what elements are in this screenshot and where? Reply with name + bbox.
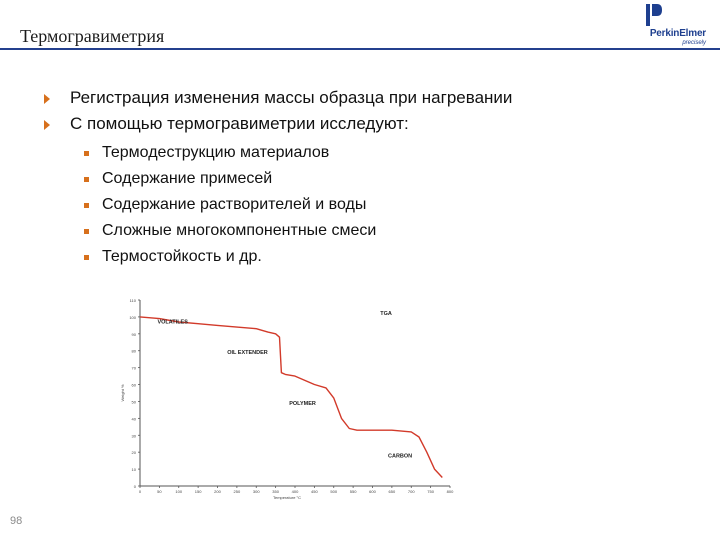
x-tick-label: 500 (330, 489, 338, 494)
logo-brand: PerkinElmer (649, 28, 706, 39)
x-tick-label: 50 (157, 489, 162, 494)
x-tick-label: 200 (214, 489, 221, 494)
y-tick-label: 110 (129, 298, 136, 303)
header-rule (0, 48, 720, 50)
x-tick-label: 350 (272, 489, 279, 494)
x-tick-label: 400 (291, 489, 299, 494)
bullet-list (44, 88, 684, 274)
y-tick-label: 100 (129, 314, 136, 320)
perkinelmer-mark-icon (646, 4, 662, 26)
x-tick-label: 650 (388, 489, 396, 494)
x-tick-label: 100 (175, 489, 183, 494)
sub-bullet-text: Содержание растворителей и воды (102, 196, 367, 213)
y-tick-label: 70 (131, 365, 136, 371)
y-axis-label: Weight % (120, 384, 125, 402)
bullet-square-icon (84, 203, 89, 208)
x-tick-label: 550 (349, 489, 357, 494)
chart-annotation: OIL EXTENDER (227, 350, 268, 357)
bullet-square-icon (84, 177, 89, 182)
perkinelmer-logo (616, 4, 706, 48)
x-tick-label: 150 (194, 489, 202, 494)
x-tick-label: 250 (233, 489, 241, 494)
x-axis-label: Temperature °C (272, 495, 302, 500)
y-tick-label: 0 (133, 484, 136, 489)
sub-bullet-text: Сложные многокомпонентные смеси (102, 222, 377, 239)
x-tick-label: 300 (252, 489, 260, 494)
y-tick-label: 40 (131, 416, 136, 422)
y-tick-label: 10 (131, 467, 136, 473)
x-tick-label: 600 (369, 489, 376, 494)
sub-bullet-text: Термостойкость и др. (102, 248, 262, 265)
bullet-square-icon (84, 255, 89, 260)
chart-annotation: POLYMER (289, 400, 316, 407)
y-tick-label: 80 (131, 348, 136, 354)
y-tick-label: 20 (131, 450, 136, 456)
sub-bullet-item (44, 170, 684, 196)
x-tick-label: 700 (407, 489, 415, 494)
y-tick-label: 90 (131, 331, 136, 337)
bullet-arrow-icon (44, 120, 50, 130)
sub-bullet-item (44, 248, 684, 274)
chart-annotation: CARBON (388, 453, 413, 460)
sub-bullet-text: Содержание примесей (102, 170, 273, 187)
bullet-item (44, 88, 684, 114)
slide-title: Термогравиметрия (20, 26, 165, 46)
bullet-square-icon (84, 229, 89, 234)
bullet-arrow-icon (44, 94, 50, 104)
sub-bullet-item (44, 222, 684, 248)
sub-bullet-list (44, 144, 684, 274)
y-tick-label: 60 (131, 382, 136, 388)
bullet-item (44, 114, 684, 140)
tga-chart (116, 294, 456, 502)
x-tick-label: 800 (446, 489, 454, 494)
chart-annotation: VOLATILES (157, 319, 188, 326)
slide-header (0, 0, 720, 56)
bullet-square-icon (84, 151, 89, 156)
bullet-text: С помощью термогравиметрии исследуют: (70, 114, 409, 133)
y-tick-label: 50 (131, 399, 136, 405)
x-tick-label: 750 (427, 489, 434, 494)
y-tick-label: 30 (131, 433, 136, 439)
sub-bullet-item (44, 144, 684, 170)
chart-annotation: TGA (380, 311, 392, 318)
x-tick-label: 450 (311, 489, 318, 494)
bullet-text: Регистрация изменения массы образца при нагревании (70, 88, 513, 107)
sub-bullet-text: Термодеструкцию материалов (102, 144, 330, 161)
sub-bullet-item (44, 196, 684, 222)
page-number: 98 (10, 515, 23, 527)
x-tick-label: 0 (138, 489, 142, 494)
logo-tagline: precisely (682, 40, 706, 46)
